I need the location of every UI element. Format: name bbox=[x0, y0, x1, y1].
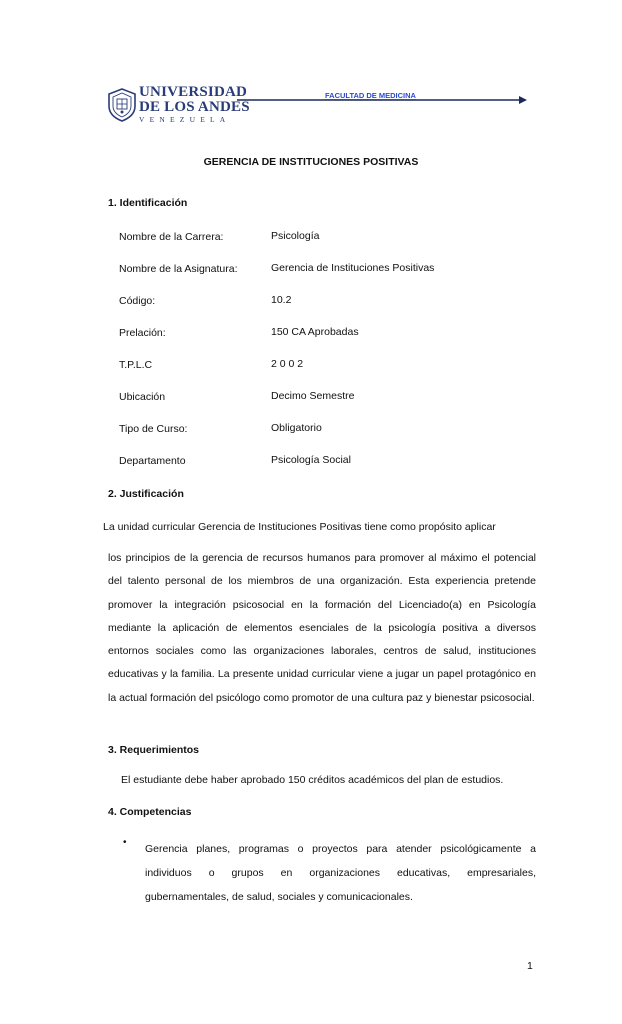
field-label: Nombre de la Asignatura: bbox=[119, 263, 238, 275]
justificacion-body: los principios de la gerencia de recursos humanos para promover al máximo el potencial del talento personal de los miembros de una organización. Esta experiencia pretende promover la integración psicosocial en la formación del Licenciado(a) en Psicología mediante la aplicación de elementos esenciales de la psicología positiva a diversos entornos sociales como las organizaciones laborales, centros de salud, instituciones educativas y la familia. La presente unidad curricular viene a jugar un papel protagónico en la actual formación del psicólogo como promotor de una cultura paz y bienestar psicosocial. bbox=[108, 552, 536, 704]
logo-line-1: UNIVERSIDAD bbox=[139, 84, 248, 100]
field-label: Prelación: bbox=[119, 327, 166, 339]
section-heading-competencias: 4. Competencias bbox=[108, 806, 192, 818]
field-label: Nombre de la Carrera: bbox=[119, 231, 224, 243]
university-logo bbox=[107, 84, 250, 128]
field-value: 2 0 0 2 bbox=[271, 358, 304, 370]
field-value: Decimo Semestre bbox=[271, 390, 355, 402]
field-label: Ubicación bbox=[119, 391, 166, 403]
section-heading-justificacion: 2. Justificación bbox=[108, 488, 184, 500]
document-title: GERENCIA DE INSTITUCIONES POSITIVAS bbox=[203, 156, 419, 168]
field-label: T.P.L.C bbox=[119, 359, 153, 371]
field-value: Gerencia de Instituciones Positivas bbox=[271, 262, 435, 274]
field-label: Código: bbox=[119, 295, 156, 307]
bullet-icon: • bbox=[123, 837, 127, 848]
page-header bbox=[107, 84, 527, 130]
competencia-item: Gerencia planes, programas o proyectos para atender psicológicamente a individuos o grupos en organizaciones educativas, empresariales, gubernamentales, de salud, sociales y comunicacionales. bbox=[145, 843, 536, 903]
faculty-name: FACULTAD DE MEDICINA bbox=[325, 91, 416, 100]
logo-line-2: DE LOS ANDES bbox=[139, 99, 250, 115]
field-value: Psicología bbox=[271, 230, 320, 242]
field-value: Obligatorio bbox=[271, 422, 322, 434]
section-heading-requerimientos: 3. Requerimientos bbox=[108, 744, 200, 756]
field-value: 10.2 bbox=[271, 294, 292, 306]
requerimientos-text: El estudiante debe haber aprobado 150 créditos académicos del plan de estudios. bbox=[121, 774, 504, 786]
section-heading-identificacion: 1. Identificación bbox=[108, 197, 188, 209]
university-seal-icon bbox=[107, 88, 137, 122]
page-number: 1 bbox=[527, 960, 533, 972]
field-label: Tipo de Curso: bbox=[119, 423, 188, 435]
field-value: Psicología Social bbox=[271, 454, 351, 466]
logo-line-3: VENEZUELA bbox=[139, 115, 231, 124]
justificacion-first-line: La unidad curricular Gerencia de Instituciones Positivas tiene como propósito aplicar bbox=[103, 521, 496, 533]
field-value: 150 CA Aprobadas bbox=[271, 326, 359, 338]
field-label: Departamento bbox=[119, 455, 186, 467]
